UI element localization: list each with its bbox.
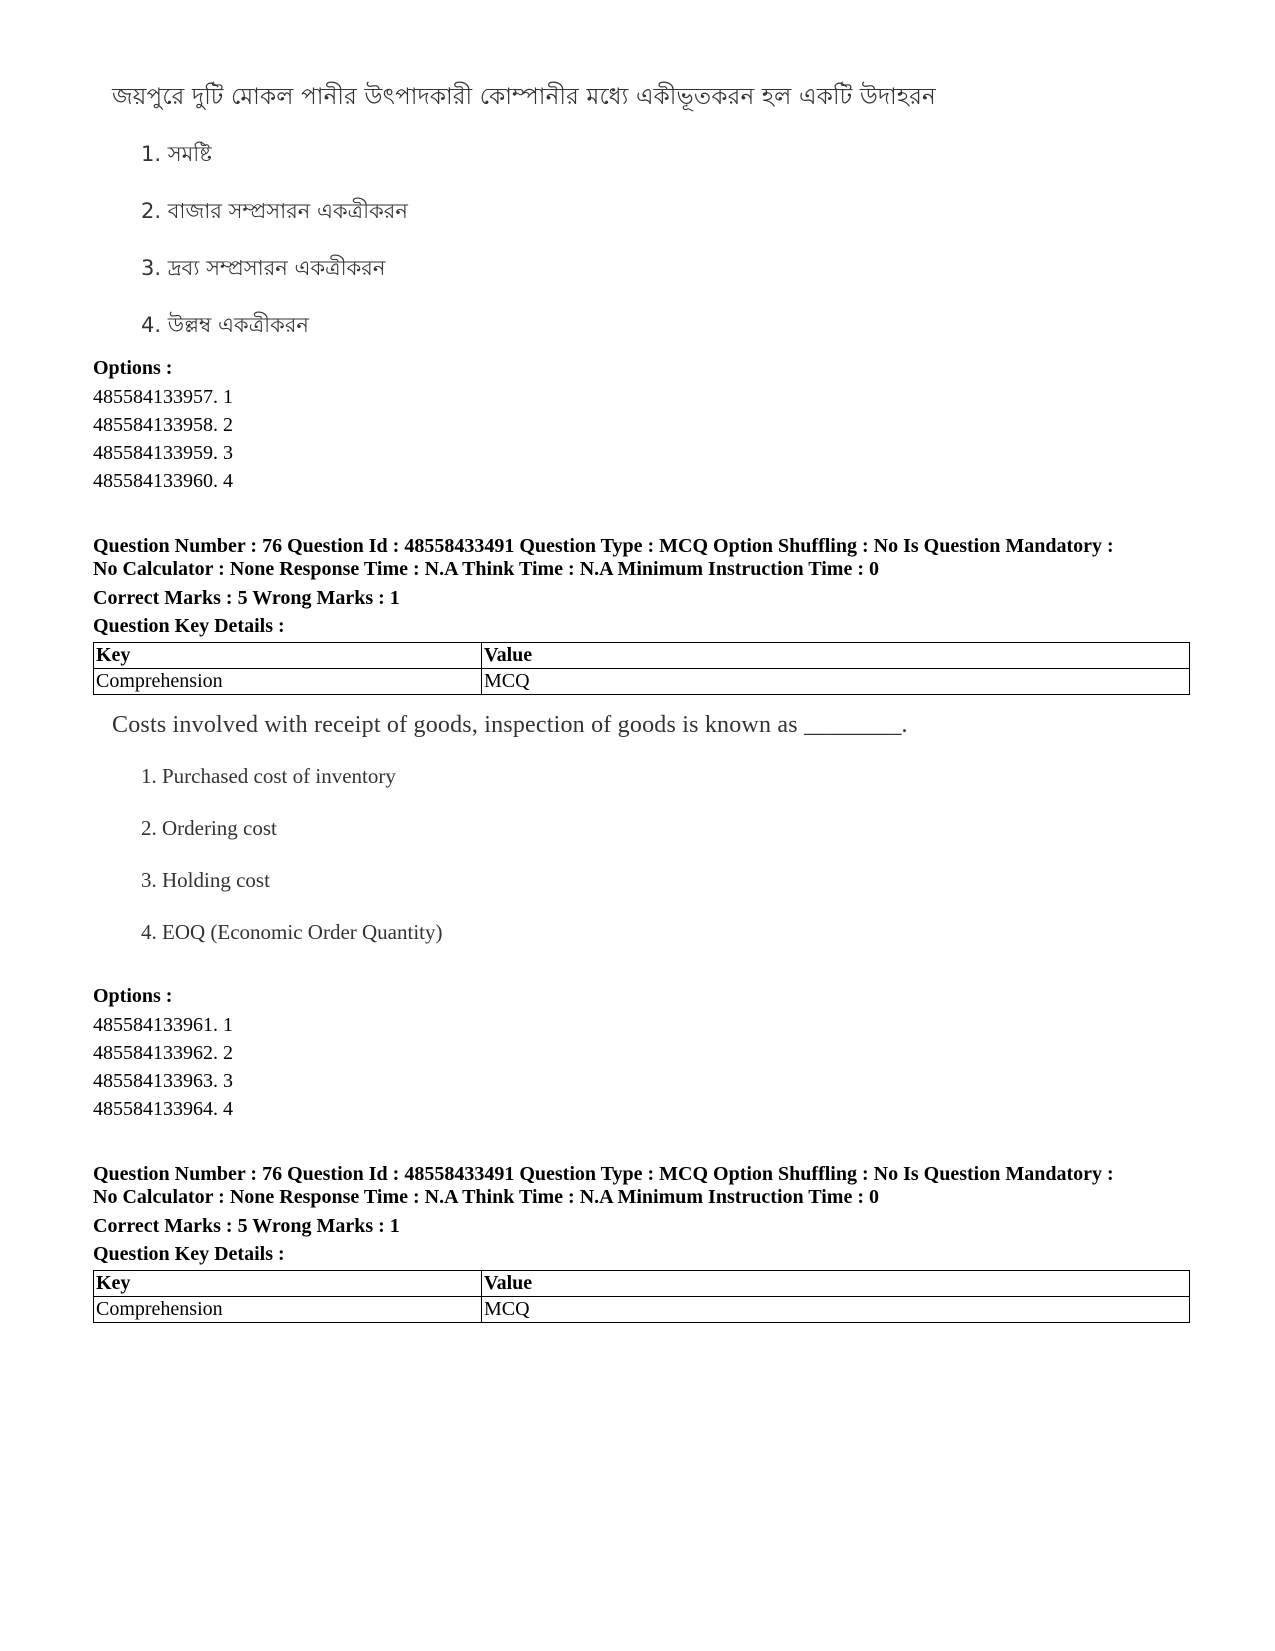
option-item: 485584133958. 2 bbox=[93, 414, 233, 436]
key-details-label: Question Key Details : bbox=[93, 615, 285, 637]
question-1-image bbox=[93, 78, 1093, 337]
question-2-options bbox=[93, 985, 1183, 1123]
options-label: Options : bbox=[93, 985, 173, 1007]
question-choice: 1. Purchased cost of inventory bbox=[141, 764, 396, 788]
key-value-table bbox=[93, 642, 1190, 695]
table-header-key: Key bbox=[94, 643, 482, 669]
key-value-table bbox=[93, 1270, 1190, 1323]
question-meta-line: No Calculator : None Response Time : N.A Think Time : N.A Minimum Instruction Time : 0 bbox=[93, 1186, 879, 1208]
option-item: 485584133959. 3 bbox=[93, 442, 233, 464]
question-2-meta bbox=[93, 535, 1183, 695]
table-header-row bbox=[94, 1271, 1190, 1297]
table-cell-key: Comprehension bbox=[94, 669, 482, 695]
question-1-options bbox=[93, 357, 1183, 495]
table-header-row bbox=[94, 643, 1190, 669]
question-3-meta bbox=[93, 1163, 1183, 1323]
question-stem: Costs involved with receipt of goods, inspection of goods is known as ________. bbox=[112, 712, 908, 738]
table-row bbox=[94, 669, 1190, 695]
table-header-value: Value bbox=[482, 1271, 1190, 1297]
question-choice: 3. দ্রব্য সম্প্রসারন একত্রীকরন bbox=[141, 256, 386, 280]
option-item: 485584133961. 1 bbox=[93, 1014, 233, 1036]
table-row bbox=[94, 1297, 1190, 1323]
question-2-image bbox=[93, 712, 1093, 944]
option-item: 485584133964. 4 bbox=[93, 1098, 233, 1120]
question-meta-line: Question Number : 76 Question Id : 48558433491 Question Type : MCQ Option Shuffling : No Is Question Mandatory : bbox=[93, 1163, 1114, 1185]
option-item: 485584133962. 2 bbox=[93, 1042, 233, 1064]
question-stem: জয়পুরে দুটি মোকল পানীর উৎপাদকারী কোম্পানীর মধ্যে একীভূতকরন হল একটি উদাহরন bbox=[112, 84, 936, 110]
question-choice: 2. বাজার সম্প্রসারন একত্রীকরন bbox=[141, 199, 408, 223]
table-cell-value: MCQ bbox=[482, 1297, 1190, 1323]
marks-line: Correct Marks : 5 Wrong Marks : 1 bbox=[93, 587, 400, 609]
option-item: 485584133960. 4 bbox=[93, 470, 233, 492]
question-choice: 4. উল্লম্ব একত্রীকরন bbox=[141, 313, 309, 337]
marks-line: Correct Marks : 5 Wrong Marks : 1 bbox=[93, 1215, 400, 1237]
table-header-key: Key bbox=[94, 1271, 482, 1297]
option-item: 485584133957. 1 bbox=[93, 386, 233, 408]
question-meta-line: Question Number : 76 Question Id : 48558433491 Question Type : MCQ Option Shuffling : No Is Question Mandatory : bbox=[93, 535, 1114, 557]
table-cell-key: Comprehension bbox=[94, 1297, 482, 1323]
key-details-label: Question Key Details : bbox=[93, 1243, 285, 1265]
option-item: 485584133963. 3 bbox=[93, 1070, 233, 1092]
question-meta-line: No Calculator : None Response Time : N.A Think Time : N.A Minimum Instruction Time : 0 bbox=[93, 558, 879, 580]
question-choice: 4. EOQ (Economic Order Quantity) bbox=[141, 920, 443, 944]
question-choice: 2. Ordering cost bbox=[141, 816, 277, 840]
options-label: Options : bbox=[93, 357, 173, 379]
table-header-value: Value bbox=[482, 643, 1190, 669]
question-choice: 1. সমষ্টি bbox=[141, 142, 212, 166]
table-cell-value: MCQ bbox=[482, 669, 1190, 695]
question-choice: 3. Holding cost bbox=[141, 868, 270, 892]
